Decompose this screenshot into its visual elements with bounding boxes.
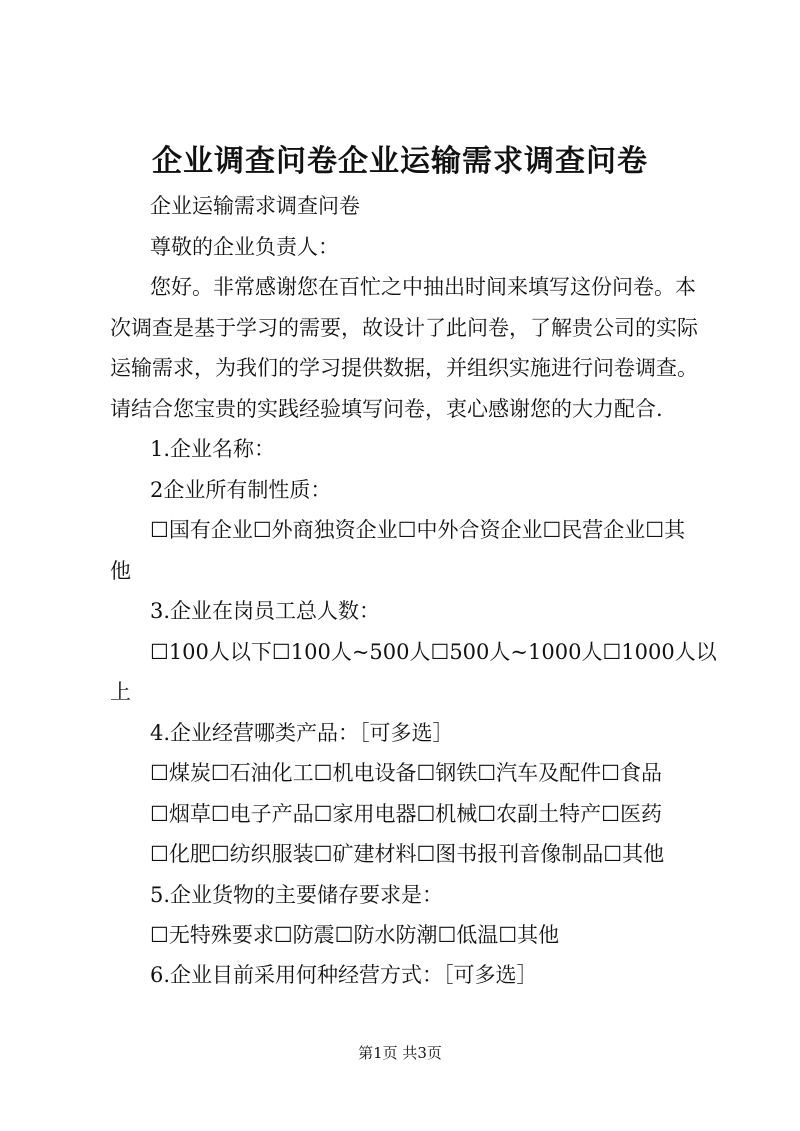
question-3-label: 3.企业在岗员工总人数：	[150, 599, 381, 623]
question-2-options-continued: 他	[110, 559, 131, 583]
question-2-label: 2企业所有制性质：	[150, 478, 332, 502]
intro-line: 您好。非常感谢您在百忙之中抽出时间来填写这份问卷。本	[150, 275, 696, 299]
document-title: 企业调查问卷企业运输需求调查问卷	[152, 144, 648, 179]
question-4-options[interactable]: ☐化肥☐纺织服装☐矿建材料☐图书报刊音像制品☐其他	[150, 842, 665, 866]
document-subtitle: 企业运输需求调查问卷	[150, 194, 360, 218]
page-number-footer: 第1页 共3页	[358, 1044, 442, 1062]
intro-line: 运输需求，为我们的学习提供数据，并组织实施进行问卷调查。	[110, 356, 698, 380]
question-5-label: 5.企业货物的主要储存要求是：	[150, 883, 444, 907]
question-5-options[interactable]: ☐无特殊要求☐防震☐防水防潮☐低温☐其他	[150, 923, 560, 947]
intro-line: 请结合您宝贵的实践经验填写问卷，衷心感谢您的大力配合.	[110, 397, 663, 421]
intro-line: 次调查是基于学习的需要，故设计了此问卷，了解贵公司的实际	[110, 316, 698, 340]
question-1-label: 1.企业名称：	[150, 437, 276, 461]
question-2-options[interactable]: ☐国有企业☐外商独资企业☐中外合资企业☐民营企业☐其	[150, 518, 686, 542]
question-4-options[interactable]: ☐煤炭☐石油化工☐机电设备☐钢铁☐汽车及配件☐食品	[150, 761, 662, 785]
question-3-options-continued: 上	[110, 680, 131, 704]
question-3-options[interactable]: ☐100人以下☐100人~500人☐500人~1000人☐1000人以	[150, 640, 717, 664]
greeting: 尊敬的企业负责人：	[150, 235, 339, 259]
question-6-label: 6.企业目前采用何种经营方式：［可多选］	[150, 963, 538, 987]
question-4-options[interactable]: ☐烟草☐电子产品☐家用电器☐机械☐农副土特产☐医药	[150, 802, 662, 826]
question-4-label: 4.企业经营哪类产品：［可多选］	[150, 721, 454, 745]
